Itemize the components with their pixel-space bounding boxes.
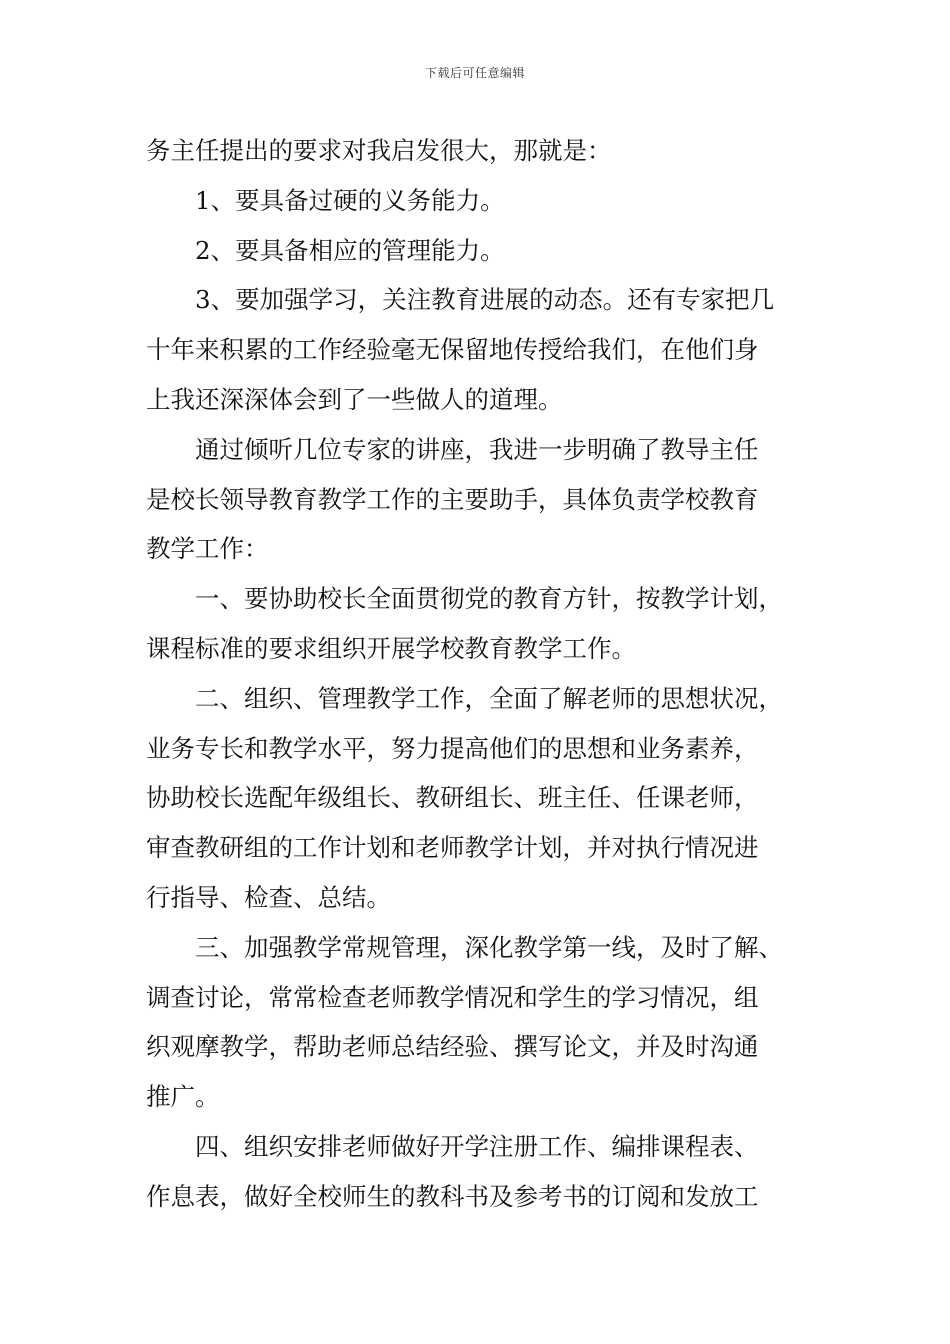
text-line: 行指导、检查、总结。 [146,882,391,912]
text-line: 二、组织、管理教学工作，全面了解老师的思想状况， [195,683,783,713]
text-line: 2、要具备相应的管理能力。 [195,235,505,265]
text-line: 作息表，做好全校师生的教科书及参考书的订阅和发放工 [146,1181,759,1211]
text-line: 课程标准的要求组织开展学校教育教学工作。 [146,633,636,663]
text-line: 通过倾听几位专家的讲座，我进一步明确了教导主任 [195,434,759,464]
page-header: 下载后可任意编辑 [424,66,525,80]
text-line: 四、组织安排老师做好开学注册工作、编排课程表、 [195,1131,759,1161]
text-line: 是校长领导教育教学工作的主要助手，具体负责学校教育 [146,484,759,514]
text-line: 协助校长选配年级组长、教研组长、班主任、任课老师， [146,783,759,813]
text-line: 上我还深深体会到了一些做人的道理。 [146,384,563,414]
text-line: 3、要加强学习，关注教育进展的动态。还有专家把几 [195,285,775,315]
text-line: 业务专长和教学水平，努力提高他们的思想和业务素养， [146,733,759,763]
text-line: 1、要具备过硬的义务能力。 [195,185,505,215]
text-line: 审查教研组的工作计划和老师教学计划，并对执行情况进 [146,833,759,863]
text-line: 十年来积累的工作经验毫无保留地传授给我们，在他们身 [146,335,759,365]
text-line: 三、加强教学常规管理，深化教学第一线，及时了解、 [195,932,783,962]
text-line: 推广。 [146,1082,220,1112]
text-line: 教学工作： [146,534,269,564]
text-line: 织观摩教学，帮助老师总结经验、撰写论文，并及时沟通 [146,1032,759,1062]
text-line: 务主任提出的要求对我启发很大，那就是： [146,136,612,165]
document-body [146,126,806,1222]
text-line: 调查讨论，常常检查老师教学情况和学生的学习情况，组 [146,982,759,1012]
text-line: 一、要协助校长全面贯彻党的教育方针，按教学计划， [195,584,783,614]
